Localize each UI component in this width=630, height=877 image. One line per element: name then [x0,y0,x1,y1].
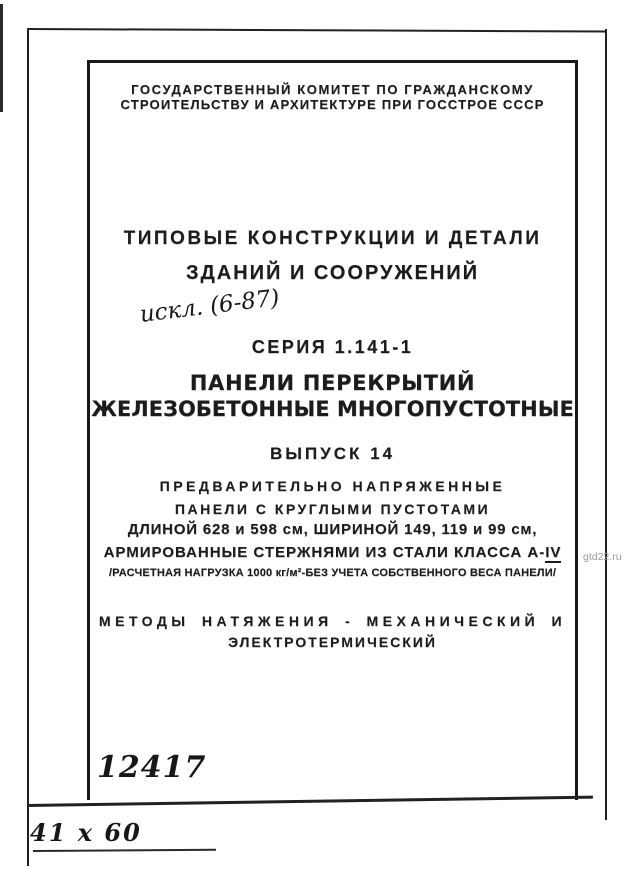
handwritten-exclusion-note: искл. (6-87) [138,284,281,328]
subject-title-line2: ЖЕЛЕЗОБЕТОННЫЕ МНОГОПУСТОТНЫЕ [91,397,574,421]
description-reinforcement [87,544,578,561]
subject-title-line1: ПАНЕЛИ ПЕРЕКРЫТИЙ [189,371,476,395]
handwritten-underline [33,849,216,852]
series-number: СЕРИЯ 1.141-1 [251,337,414,357]
tensioning-methods-line2: ЭЛЕКТРОТЕРМИЧЕСКИЙ [228,634,437,650]
reinforcement-text: АРМИРОВАННЫЕ СТЕРЖНЯМИ ИЗ СТАЛИ КЛАССА А- [103,544,546,561]
design-load-note: /РАСЧЕТНАЯ НАГРУЗКА 1000 кг/м²-БЕЗ УЧЕТА СОБСТВЕННОГО ВЕСА ПАНЕЛИ/ [108,567,557,579]
scan-edge-artifact [0,4,3,112]
outer-border-left [27,28,29,866]
steel-class-roman-numeral: IV [545,544,562,561]
committee-header-line1: ГОСУДАРСТВЕННЫЙ КОМИТЕТ ПО ГРАЖДАНСКОМУ [131,82,534,97]
document-title-line2: ЗДАНИЙ И СООРУЖЕНИЙ [185,262,480,284]
description-dimensions: ДЛИНОЙ 628 и 598 см, ШИРИНОЙ 149, 119 и 99 см, [127,521,538,538]
description-line2: ПАНЕЛИ С КРУГЛЫМИ ПУСТОТАМИ [174,501,491,517]
site-watermark: gtd22.ru [583,551,622,563]
committee-header-line2: СТРОИТЕЛЬСТВУ И АРХИТЕКТУРЕ ПРИ ГОССТРОЕ СССР [120,97,545,112]
handwritten-size-note: 41 х 60 [30,818,142,847]
inner-frame [87,60,578,800]
outer-border-top [27,28,607,33]
tensioning-methods-line1: МЕТОДЫ НАТЯЖЕНИЯ - МЕХАНИЧЕСКИЙ И [98,613,567,629]
issue-number: ВЫПУСК 14 [270,444,395,463]
description-line1: ПРЕДВАРИТЕЛЬНО НАПРЯЖЕННЫЕ [159,478,506,494]
outer-border-right [605,29,607,820]
document-title-line1: ТИПОВЫЕ КОНСТРУКЦИИ И ДЕТАЛИ [123,228,542,249]
handwritten-inventory-number: 12417 [97,750,207,785]
